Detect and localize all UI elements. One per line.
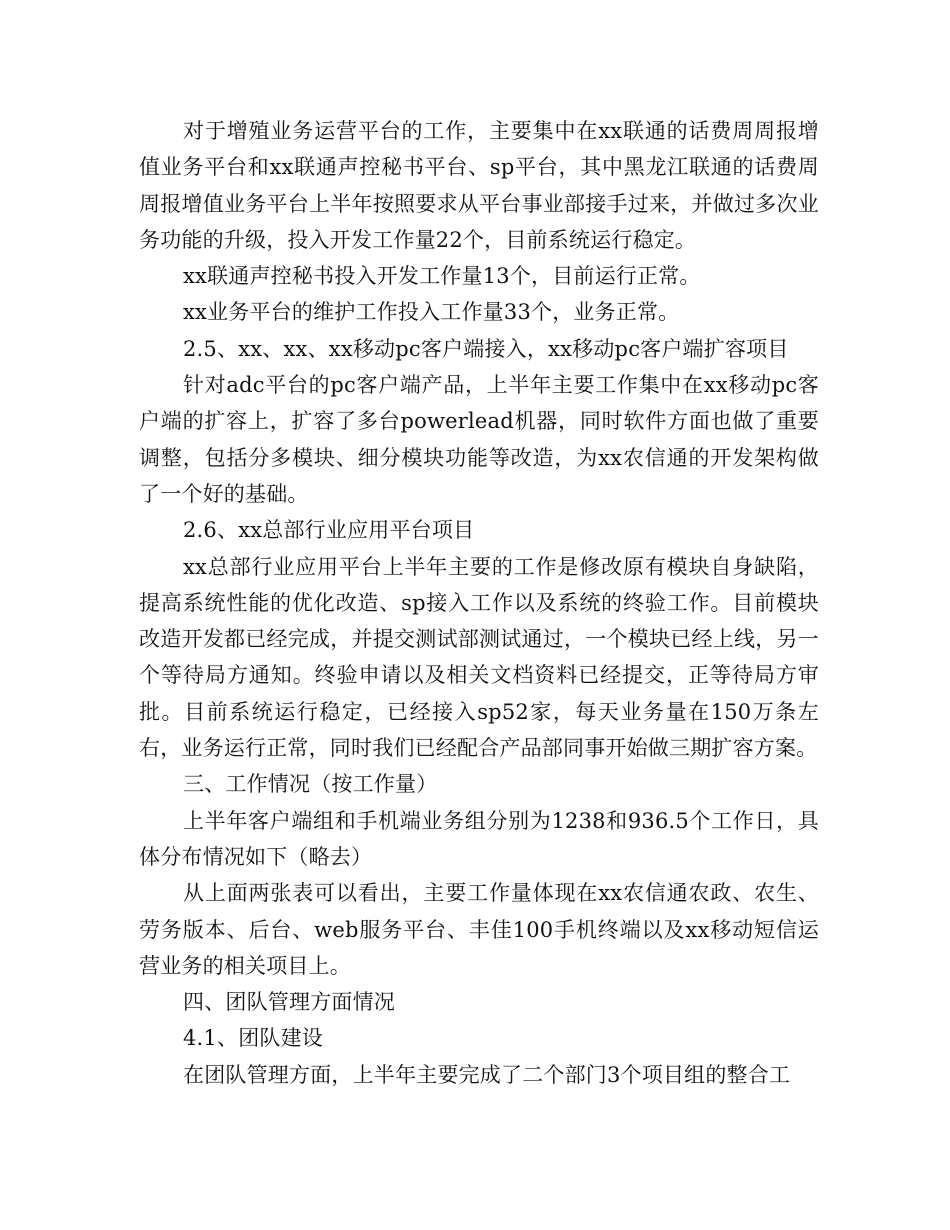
paragraph-workload-summary: 从上面两张表可以看出，主要工作量体现在xx农信通农政、农生、劳务版本、后台、web服务平台、丰佳100手机终端以及xx移动短信运营业务的相关项目上。 [139, 881, 819, 978]
paragraph-value-added-platform: 对于增殖业务运营平台的工作，主要集中在xx联通的话费周周报增值业务平台和xx联通声控秘书平台、sp平台，其中黑龙江联通的话费周周报增值业务平台上半年按照要求从平台事业部接手过来，并做过多次业务功能的升级，投入开发工作量22个，目前系统运行稳定。 [139, 119, 819, 252]
section-heading-team-management: 四、团队管理方面情况 [183, 990, 395, 1015]
paragraph-team-building: 在团队管理方面，上半年主要完成了二个部门3个项目组的整合工 [183, 1062, 791, 1087]
section-heading-2-5: 2.5、xx、xx、xx移动pc客户端接入，xx移动pc客户端扩容项目 [183, 336, 789, 361]
paragraph-pc-client: 针对adc平台的pc客户端产品，上半年主要工作集中在xx移动pc客户端的扩容上，扩容了多台powerlead机器，同时软件方面也做了重要调整，包括分多模块、细分模块功能等改造，为xx农信通的开发架构做了一个好的基础。 [139, 373, 819, 506]
document-body [139, 113, 819, 1093]
section-heading-2-6: 2.6、xx总部行业应用平台项目 [183, 518, 475, 543]
paragraph-industry-platform: xx总部行业应用平台上半年主要的工作是修改原有模块自身缺陷，提高系统性能的优化改造、sp接入工作以及系统的终验工作。目前模块改造开发都已经完成，并提交测试部测试通过，一个模块已经上线，另一个等待局方通知。终验申请以及相关文档资料已经提交，正等待局方审批。目前系统运行稳定，已经接入sp52家，每天业务量在150万条左右，业务运行正常，同时我们已经配合产品部同事开始做三期扩容方案。 [139, 554, 819, 761]
section-heading-work-status: 三、工作情况（按工作量） [183, 772, 438, 797]
paragraph-voice-secretary: xx联通声控秘书投入开发工作量13个，目前运行正常。 [183, 264, 701, 289]
paragraph-workdays: 上半年客户端组和手机端业务组分别为1238和936.5个工作日，具体分布情况如下（略去） [139, 808, 819, 869]
paragraph-platform-maintenance: xx业务平台的维护工作投入工作量33个，业务正常。 [183, 300, 680, 325]
section-heading-4-1: 4.1、团队建设 [183, 1026, 323, 1051]
